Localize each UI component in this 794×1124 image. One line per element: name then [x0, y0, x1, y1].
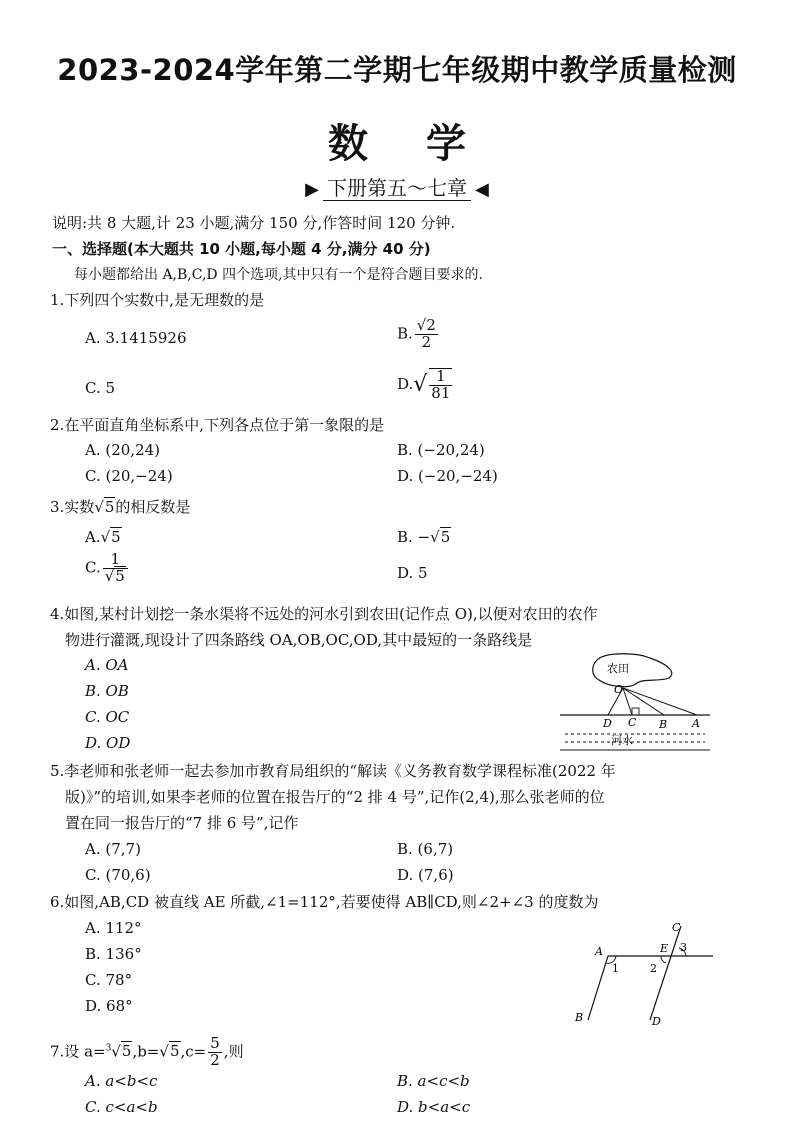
left-triangle-icon: ◀	[475, 179, 489, 200]
question-3-stem	[50, 497, 190, 517]
point-b-label: B	[575, 1011, 584, 1024]
sqrt: √5	[430, 528, 451, 546]
fraction-denominator: 2	[210, 1050, 220, 1069]
stem-text: ,b=	[132, 1042, 160, 1061]
question-7-option-a: A. a<b<c	[85, 1072, 158, 1090]
exam-instructions-note: 说明:共 8 大题,计 23 小题,满分 150 分,作答时间 120 分钟.	[52, 214, 456, 232]
question-6-option-c: C. 78°	[85, 971, 133, 989]
angle-1-label: 1	[612, 962, 619, 975]
angle-3-label: 3	[680, 941, 687, 954]
radical-sign-icon: √	[413, 371, 428, 397]
radicand: 5	[115, 566, 125, 585]
sqrt: √5	[94, 498, 115, 516]
angle-2-arc	[661, 956, 666, 963]
sqrt: √5	[104, 566, 125, 585]
path-oa	[623, 688, 697, 715]
question-2-option-a: A. (20,24)	[85, 441, 161, 459]
question-7-option-b: B. a<c<b	[397, 1072, 470, 1090]
question-6-stem: 6.如图,AB,CD 被直线 AE 所截,∠1=112°,若要使得 AB∥CD,则∠2+∠3 的度数为	[50, 893, 599, 911]
point-o-label: O	[614, 683, 624, 696]
question-5-stem-line-3: 置在同一报告厅的“7 排 6 号”,记作	[65, 814, 299, 832]
question-1-stem: 1.下列四个实数中,是无理数的是	[50, 291, 265, 309]
question-4-stem-line-1: 4.如图,某村计划挖一条水渠将不远处的河水引到农田(记作点 O),以便对农田的农作	[50, 605, 598, 623]
option-letter: A.	[85, 528, 101, 546]
point-e-label: E	[660, 942, 669, 955]
farmland-shape	[593, 654, 672, 687]
radicand: 5	[111, 528, 121, 546]
radicand: 5	[104, 498, 115, 516]
fraction	[103, 552, 128, 585]
stem-text: ,c=	[180, 1042, 207, 1061]
subject-heading: 数学	[328, 121, 524, 167]
question-2-stem: 2.在平面直角坐标系中,下列各点位于第一象限的是	[50, 416, 385, 434]
point-b-label: B	[659, 718, 668, 731]
path-ob	[623, 688, 664, 715]
radicand: 5	[169, 1042, 180, 1061]
question-5-option-a: A. (7,7)	[85, 840, 141, 858]
angle-2-label: 2	[650, 962, 657, 975]
right-angle-marker	[632, 708, 639, 715]
question-4-option-d: D. OD	[85, 734, 131, 752]
question-1-option-d	[397, 368, 454, 402]
question-6-option-d: D. 68°	[85, 997, 133, 1015]
sqrt: √5	[111, 1042, 132, 1061]
question-7-stem	[50, 1036, 244, 1069]
question-3-option-c	[85, 552, 130, 585]
option-letter: B. −	[397, 528, 431, 546]
fraction-denominator: 81	[431, 383, 451, 402]
fraction-numerator: 1	[429, 369, 452, 386]
question-5-stem-line-2: 版)》”的培训,如果李老师的位置在报告厅的“2 排 4 号”,记作(2,4),那么张老师的位	[65, 788, 605, 806]
river-label: 河水	[611, 734, 633, 747]
question-2-option-b: B. (−20,24)	[397, 441, 485, 459]
section-1-heading: 一、选择题(本大题共 10 小题,每小题 4 分,满分 40 分)	[52, 240, 431, 258]
option-letter: D.	[397, 374, 414, 393]
fraction-denominator	[103, 566, 128, 585]
root-index: 3	[105, 1043, 112, 1054]
question-3-option-a	[85, 527, 122, 547]
question-6-option-b: B. 136°	[85, 945, 142, 963]
question-4-option-b: B. OB	[85, 682, 129, 700]
stem-text: ,则	[223, 1042, 244, 1061]
fraction-numerator: 1	[103, 552, 128, 569]
question-6-option-a: A. 112°	[85, 919, 142, 937]
stem-text: 3.实数	[50, 498, 95, 516]
scope-text: 下册第五～七章	[323, 176, 471, 201]
question-5-option-b: B. (6,7)	[397, 840, 454, 858]
question-1-option-a: A. 3.1415926	[85, 329, 187, 347]
section-1-instruction: 每小题都给出 A,B,C,D 四个选项,其中只有一个是符合题目要求的.	[74, 267, 483, 283]
radicand: 5	[440, 528, 451, 546]
stem-text: 7.设 a=	[50, 1042, 106, 1061]
point-d-label: D	[603, 717, 612, 730]
question-1-option-c: C. 5	[85, 379, 116, 397]
option-letter: B.	[397, 324, 413, 343]
fraction	[208, 1036, 222, 1069]
question-5-stem-line-1: 5.李老师和张老师一起去参加市教育局组织的“解读《义务教育数学课程标准(2022 年	[50, 762, 616, 780]
point-c-label: C	[628, 716, 637, 729]
question-2-option-c: C. (20,−24)	[85, 467, 173, 485]
right-triangle-icon: ▶	[305, 179, 319, 200]
fraction-denominator: 2	[421, 332, 432, 351]
fraction-numerator: 5	[210, 1034, 220, 1052]
exam-title: 2023-2024学年第二学期七年级期中教学质量检测	[57, 53, 737, 87]
question-4-option-a: A. OA	[85, 656, 129, 674]
radicand: 5	[121, 1042, 132, 1061]
point-c-label: C	[672, 921, 681, 934]
question-6-figure	[568, 918, 718, 1028]
question-4-option-c: C. OC	[85, 708, 130, 726]
question-3-option-d: D. 5	[397, 564, 428, 582]
scope-banner	[0, 172, 794, 201]
question-5-option-d: D. (7,6)	[397, 866, 454, 884]
farmland-label: 农田	[607, 662, 629, 675]
question-7-option-c: C. c<a<b	[85, 1098, 158, 1116]
fraction	[429, 368, 452, 402]
line-ab	[588, 956, 608, 1020]
fraction	[415, 318, 438, 351]
question-3-option-b	[397, 527, 451, 547]
question-4-stem-line-2: 物进行灌溉,现设计了四条路线 OA,OB,OC,OD,其中最短的一条路线是	[65, 631, 533, 649]
stem-text: 的相反数是	[115, 498, 191, 516]
point-d-label: D	[652, 1015, 661, 1028]
question-4-figure	[555, 650, 715, 758]
sqrt: √5	[159, 1042, 180, 1061]
path-oc	[623, 688, 632, 715]
point-a-label: A	[595, 945, 603, 958]
fraction-numerator: √2	[416, 316, 436, 334]
option-letter: C.	[85, 558, 101, 577]
sqrt: √5	[100, 528, 121, 546]
question-5-option-c: C. (70,6)	[85, 866, 151, 884]
point-a-label: A	[692, 717, 700, 730]
question-7-option-d: D. b<a<c	[397, 1098, 471, 1116]
question-1-option-b	[397, 318, 440, 351]
question-2-option-d: D. (−20,−24)	[397, 467, 498, 485]
